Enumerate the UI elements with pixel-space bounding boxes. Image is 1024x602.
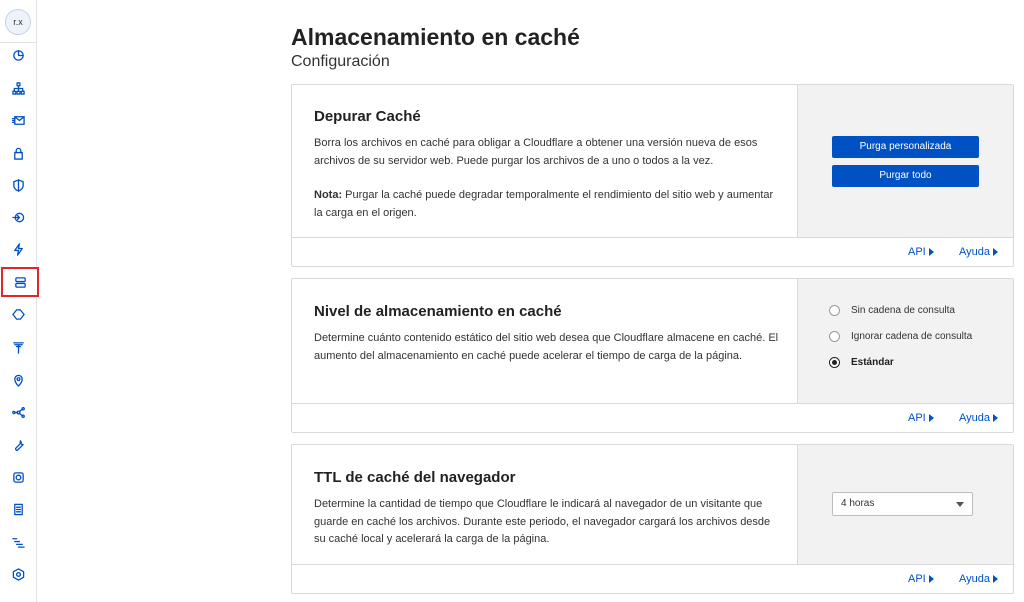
custom-purge-button[interactable]: Purga personalizada (832, 136, 979, 158)
security-shield-icon[interactable] (7, 174, 29, 196)
cache-level-card (291, 278, 1014, 433)
scrape-shield-icon[interactable] (7, 498, 29, 520)
radio-button[interactable] (829, 305, 840, 316)
radio-button[interactable] (829, 331, 840, 342)
api-link[interactable]: API (908, 412, 934, 424)
purge-cache-card (291, 84, 1014, 267)
page-subtitle: Configuración (291, 53, 390, 70)
purge-actions-panel (797, 85, 1013, 238)
radio-label: Estándar (851, 356, 894, 368)
cache-level-options-panel (797, 279, 1013, 404)
avatar[interactable]: r.x (5, 9, 31, 35)
help-link[interactable]: Ayuda (959, 573, 998, 585)
card-footer (292, 564, 1013, 593)
dns-icon[interactable] (7, 77, 29, 99)
email-icon[interactable] (7, 109, 29, 131)
browser-ttl-card (291, 444, 1014, 594)
zaraz-icon[interactable] (7, 563, 29, 585)
card-description: Borra los archivos en caché para obligar a Cloudflare a obtener una versión nueva de esos archivos de su servidor web. Puede purgar los archivos de a uno o todos a la vez. (314, 137, 758, 167)
network-icon[interactable] (7, 369, 29, 391)
access-icon[interactable] (7, 206, 29, 228)
card-title: TTL de caché del navegador (314, 469, 516, 486)
help-link[interactable]: Ayuda (959, 246, 998, 258)
purge-all-button[interactable]: Purgar todo (832, 165, 979, 187)
overview-icon[interactable] (7, 44, 29, 66)
apps-icon[interactable] (7, 466, 29, 488)
card-footer (292, 237, 1013, 266)
radio-button-selected[interactable] (829, 357, 840, 368)
rules-icon[interactable] (7, 336, 29, 358)
api-link[interactable]: API (908, 573, 934, 585)
card-footer (292, 403, 1013, 432)
analytics-icon[interactable] (7, 531, 29, 553)
radio-standard[interactable] (829, 355, 894, 369)
card-title: Depurar Caché (314, 108, 421, 125)
card-note (314, 187, 784, 222)
caching-icon[interactable] (1, 267, 39, 297)
card-description: Determine la cantidad de tiempo que Cloudflare le indicará al navegador de un visitante que guarde en caché los archivos. Durante este periodo, el navegador cargará los archivos desde su caché local y acelerará la carga de la página. (314, 498, 771, 545)
radio-no-query-string[interactable] (829, 303, 955, 317)
card-description: Determine cuánto contenido estático del sitio web desea que Cloudflare almacene en caché. El aumento del almacenamiento en caché puede acelerar el tiempo de carga de la página. (314, 332, 779, 362)
page-title: Almacenamiento en caché (291, 24, 580, 50)
browser-ttl-select[interactable]: 4 horas (832, 492, 973, 516)
note-label: Nota: (314, 189, 343, 201)
help-link[interactable]: Ayuda (959, 412, 998, 424)
traffic-icon[interactable] (7, 401, 29, 423)
workers-icon[interactable] (7, 303, 29, 325)
sidebar (0, 0, 37, 602)
browser-ttl-panel (797, 445, 1013, 565)
radio-ignore-query-string[interactable] (829, 329, 972, 343)
custom-pages-icon[interactable] (7, 434, 29, 456)
card-title: Nivel de almacenamiento en caché (314, 303, 562, 320)
radio-label: Ignorar cadena de consulta (851, 330, 973, 342)
divider (0, 42, 36, 43)
radio-label: Sin cadena de consulta (851, 304, 955, 316)
speed-icon[interactable] (7, 238, 29, 260)
api-link[interactable]: API (908, 246, 934, 258)
chevron-down-icon (956, 502, 964, 507)
ssl-lock-icon[interactable] (7, 142, 29, 164)
note-text: Purgar la caché puede degradar temporalmente el rendimiento del sitio web y aumentar la carga en el origen. (314, 189, 774, 219)
